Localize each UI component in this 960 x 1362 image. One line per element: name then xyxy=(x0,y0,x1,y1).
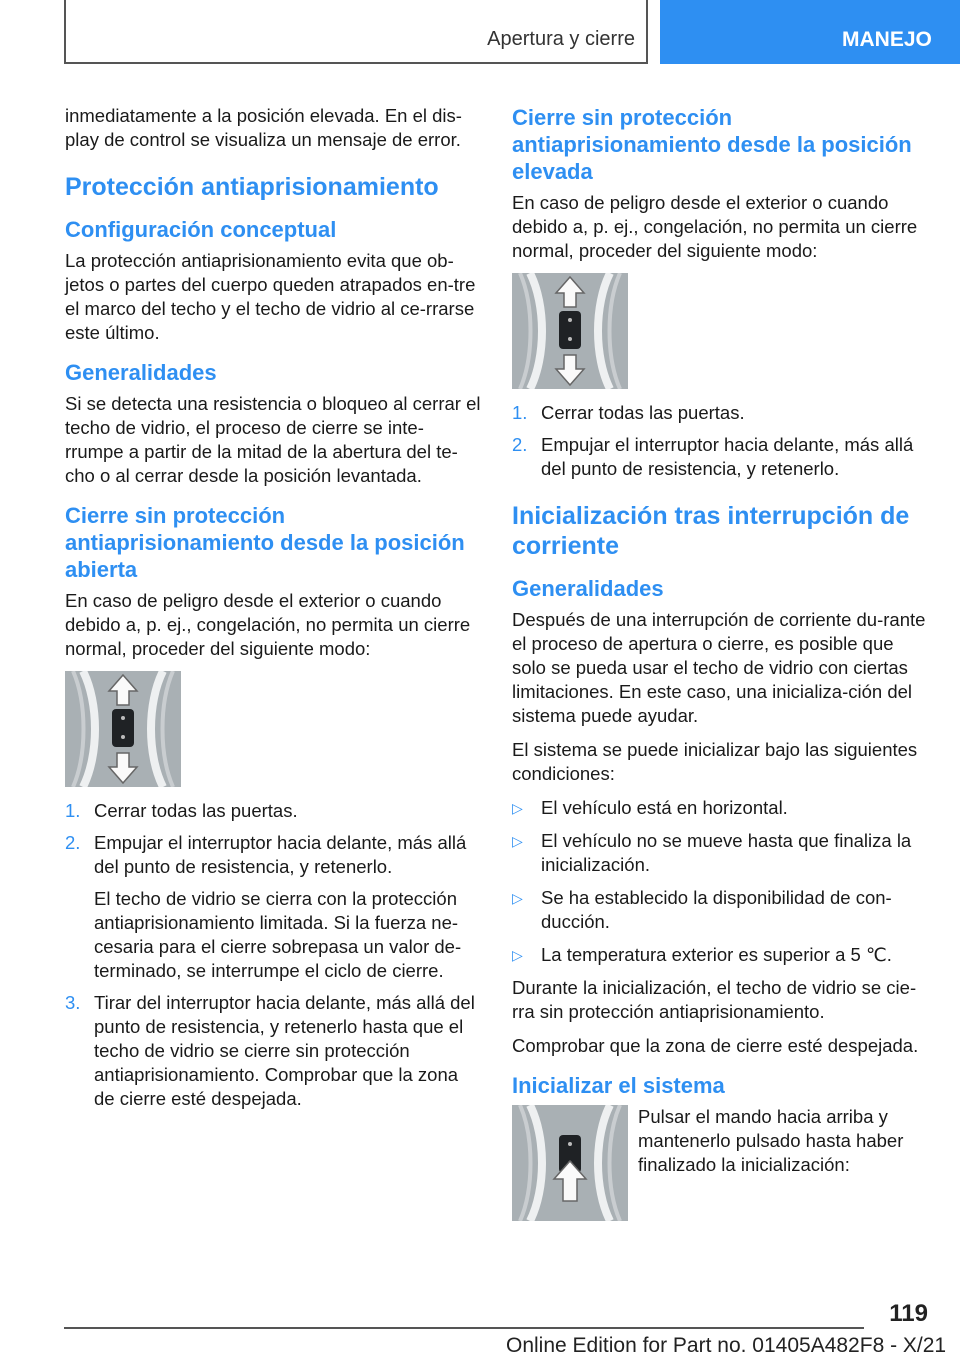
step-number: 1. xyxy=(65,800,81,821)
list-item xyxy=(65,831,481,983)
left-column xyxy=(65,104,481,1119)
right-column xyxy=(512,104,930,1221)
condition-text: La temperatura exterior es superior a 5 ℃. xyxy=(541,944,892,965)
step-note: El techo de vidrio se cierra con la protección antiaprisionamiento limitada. Si la fuerza ne‐cesaria para el cierre sobrepasa un valor de‐terminado, se interrumpe el ciclo de cierre. xyxy=(94,888,462,981)
paragraph-generalidades-2: El sistema se puede inicializar bajo las siguientes condiciones: xyxy=(512,739,918,784)
switch-push-pull-illustration xyxy=(512,273,628,389)
step-number: 2. xyxy=(512,434,528,455)
step-text: Tirar del interruptor hacia delante, más allá del punto de resistencia, y retenerlo hasta que el techo de vidrio se cierre sin protección antiaprisionamiento. Comprobar que la zona de cierre esté despejada. xyxy=(94,992,475,1109)
step-number: 3. xyxy=(65,992,81,1013)
step-text: Cerrar todas las puertas. xyxy=(94,800,298,821)
step-text: Cerrar todas las puertas. xyxy=(541,402,745,423)
list-item xyxy=(512,433,930,481)
paragraph-generalidades-1: Después de una interrupción de corriente du‐rante el proceso de apertura o cierre, es posible que solo se pueda usar el techo de vidrio con ciertas limitaciones. En este caso, una inicializa‐ción del sistema puede ayudar. xyxy=(512,609,926,726)
intro-paragraph: inmediatamente a la posición elevada. En el dis‐play de control se visualiza un mensaje de error. xyxy=(65,105,462,150)
heading-antiaprisionamiento: Protección antiaprisionamiento xyxy=(65,173,439,201)
header-section-title: Apertura y cierre xyxy=(487,28,635,50)
edition-footer: Online Edition for Part no. 01405A482F8 - X/21 xyxy=(506,1334,947,1357)
list-item xyxy=(512,796,930,820)
switch-push-up-illustration xyxy=(512,1105,628,1221)
heading-generalidades: Generalidades xyxy=(65,360,217,385)
paragraph-inicializar: Pulsar el mando hacia arriba y mantenerlo pulsado hasta haber finalizado la inicialización: xyxy=(638,1106,904,1175)
triangle-bullet-icon: ▷ xyxy=(512,890,523,906)
triangle-bullet-icon: ▷ xyxy=(512,833,523,849)
paragraph-comprobar: Comprobar que la zona de cierre esté despejada. xyxy=(512,1035,919,1056)
list-item xyxy=(512,829,930,877)
page-number: 119 xyxy=(889,1300,928,1327)
paragraph-durante: Durante la inicialización, el techo de vidrio se cie‐rra sin protección antiaprisionamiento. xyxy=(512,977,917,1022)
condition-text: Se ha establecido la disponibilidad de con‐ducción. xyxy=(541,887,892,932)
list-item xyxy=(65,991,481,1111)
steps-abierta-list xyxy=(65,799,481,1111)
heading-cierre-elevada: Cierre sin protección antiaprisionamiento desde la posición elevada xyxy=(512,105,912,184)
paragraph-cierre-elevada: En caso de peligro desde el exterior o cuando debido a, p. ej., congelación, no permita un cierre normal, proceder del siguiente modo: xyxy=(512,192,918,261)
heading-inicializar: Inicializar el sistema xyxy=(512,1073,725,1098)
heading-cierre-abierta: Cierre sin protección antiaprisionamiento desde la posición abierta xyxy=(65,503,465,582)
step-text: Empujar el interruptor hacia delante, más allá del punto de resistencia, y retenerlo. xyxy=(541,434,914,479)
header-chapter-tab[interactable]: MANEJO xyxy=(660,0,960,64)
heading-generalidades-2: Generalidades xyxy=(512,576,664,601)
heading-configuracion: Configuración conceptual xyxy=(65,217,337,242)
paragraph-generalidades: Si se detecta una resistencia o bloqueo al cerrar el techo de vidrio, el proceso de cierre se inte‐rrumpe a partir de la mitad de la abertura del te‐cho o al cerrar desde la posición levantada. xyxy=(65,393,481,486)
triangle-bullet-icon: ▷ xyxy=(512,800,523,816)
switch-push-pull-illustration xyxy=(65,671,181,787)
condition-text: El vehículo no se mueve hasta que finaliza la inicialización. xyxy=(541,830,912,875)
triangle-bullet-icon: ▷ xyxy=(512,947,523,963)
step-text: Empujar el interruptor hacia delante, más allá del punto de resistencia, y retenerlo. xyxy=(94,832,467,877)
list-item xyxy=(512,886,930,934)
list-item xyxy=(512,401,930,425)
step-number: 1. xyxy=(512,402,528,423)
paragraph-cierre-abierta: En caso de peligro desde el exterior o cuando debido a, p. ej., congelación, no permita un cierre normal, proceder del siguiente modo: xyxy=(65,590,471,659)
condition-text: El vehículo está en horizontal. xyxy=(541,797,788,818)
step-number: 2. xyxy=(65,832,81,853)
footer-divider xyxy=(64,1327,864,1329)
inicializar-block xyxy=(512,1105,930,1221)
paragraph-configuracion: La protección antiaprisionamiento evita que ob‐jetos o partes del cuerpo queden atrapados en‐tre el marco del techo y el techo de vidrio al ce‐rrarse este último. xyxy=(65,250,476,343)
list-item xyxy=(65,799,481,823)
conditions-list xyxy=(512,796,930,967)
steps-elevada-list xyxy=(512,401,930,481)
list-item xyxy=(512,943,930,967)
heading-inicializacion: Inicialización tras interrupción de corriente xyxy=(512,502,910,560)
